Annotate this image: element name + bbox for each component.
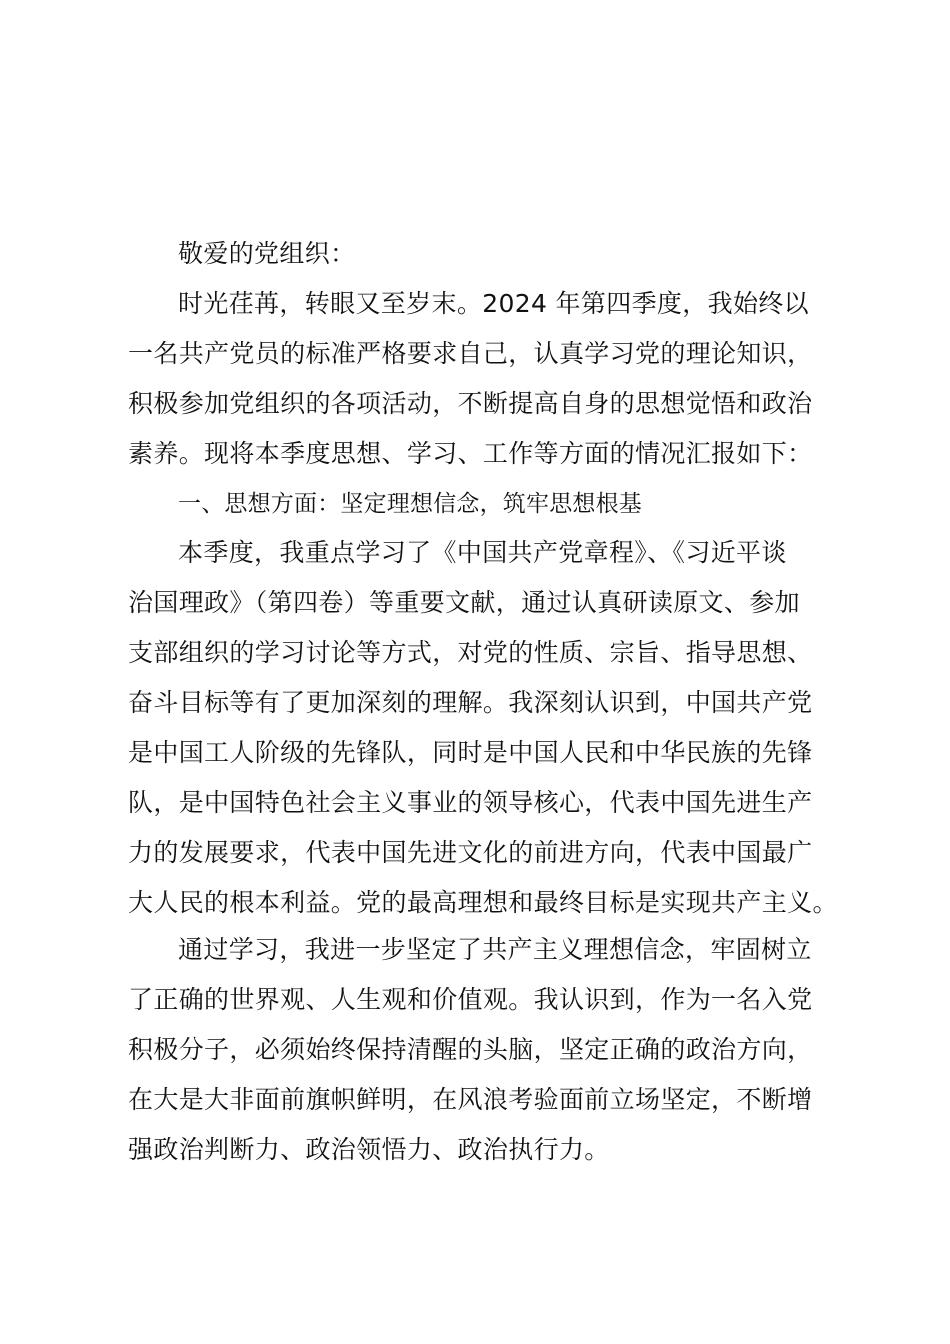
- study-line-3: 积极分子，必须始终保持清醒的头脑，坚定正确的政治方向，: [128, 1035, 813, 1064]
- thought-line-2: 治国理政》（第四卷）等重要文献，通过认真研读原文、参加: [128, 588, 800, 617]
- study-line-1: 通过学习，我进一步坚定了共产主义理想信念，牢固树立: [178, 935, 812, 964]
- thought-line-7: 力的发展要求，代表中国先进文化的前进方向，代表中国最广: [128, 838, 813, 867]
- study-line-2: 了正确的世界观、人生观和价值观。我认识到，作为一名入党: [128, 985, 813, 1014]
- intro-line-1: 时光荏苒，转眼又至岁末。2024 年第四季度，我始终以: [178, 289, 810, 318]
- thought-line-5: 是中国工人阶级的先锋队，同时是中国人民和中华民族的先锋: [128, 738, 813, 767]
- thought-line-6: 队，是中国特色社会主义事业的领导核心，代表中国先进生产: [128, 788, 813, 817]
- intro-line-2: 一名共产党员的标准严格要求自己，认真学习党的理论知识，: [128, 339, 813, 368]
- study-line-5: 强政治判断力、政治领悟力、政治执行力。: [128, 1135, 610, 1164]
- thought-line-4: 奋斗目标等有了更加深刻的理解。我深刻认识到，中国共产党: [128, 688, 813, 717]
- intro-line-3: 积极参加党组织的各项活动，不断提高自身的思想觉悟和政治: [128, 389, 813, 418]
- thought-line-3: 支部组织的学习讨论等方式，对党的性质、宗旨、指导思想、: [128, 638, 813, 667]
- salutation: 敬爱的党组织：: [178, 239, 356, 268]
- thought-line-8: 大人民的根本利益。党的最高理想和最终目标是实现共产主义。: [128, 888, 838, 917]
- section-heading: 一、思想方面：坚定理想信念，筑牢思想根基: [178, 491, 642, 517]
- intro-line-4: 素养。现将本季度思想、学习、工作等方面的情况汇报如下：: [128, 439, 813, 468]
- study-line-4: 在大是大非面前旗帜鲜明，在风浪考验面前立场坚定，不断增: [128, 1085, 813, 1114]
- thought-line-1: 本季度，我重点学习了《中国共产党章程》、《习近平谈: [178, 538, 787, 567]
